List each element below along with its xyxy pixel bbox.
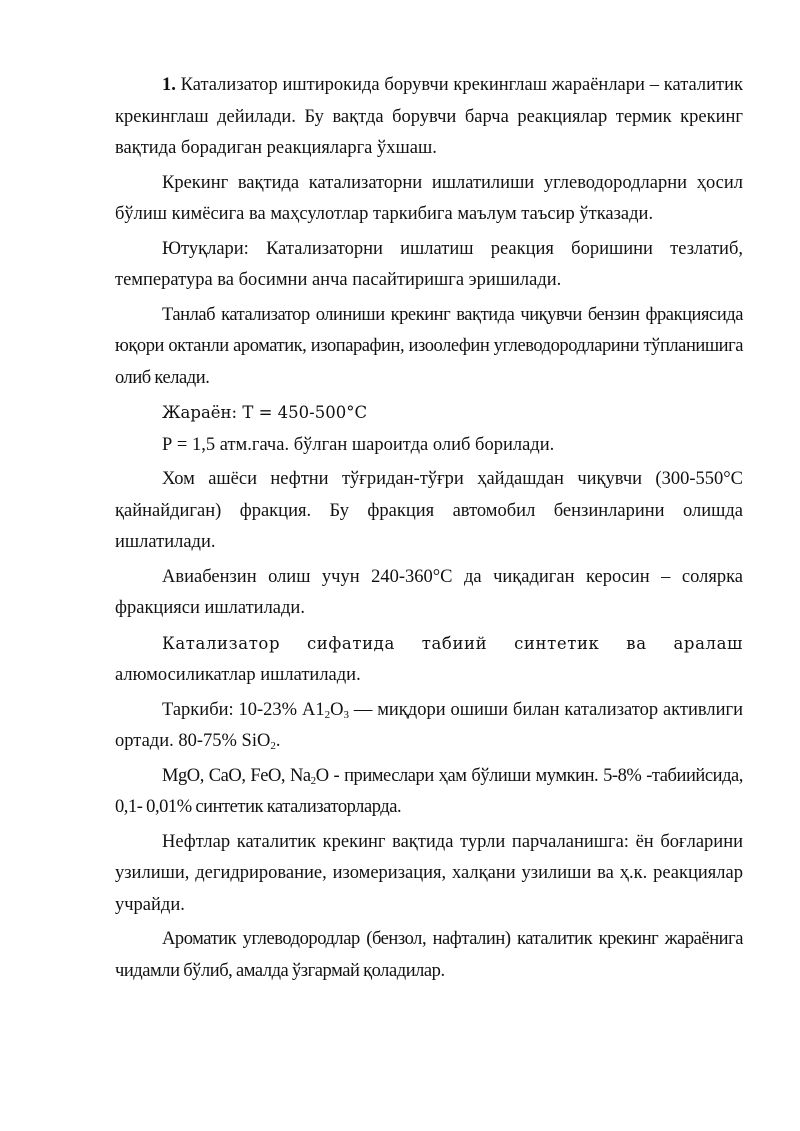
subscript: 2 [324,708,331,721]
paragraph-11 [115,761,743,824]
paragraph-2: Крекинг вақтида катализаторни ишлатилиши углеводородларни ҳосил бўлиш кимёсига ва маҳсулотлар таркибига маълум таъсир ўтказади. [115,172,743,224]
paragraph-4: Танлаб катализатор олиниши крекинг вақтида чиқувчи бензин фракциясида юқори октанли ароматик, изопарафин, изоолефин углеводородларини тўпланишига олиб келади. [115,304,743,388]
document-body [115,70,743,990]
impurities-text-a: MgO, CaO, FeO, Na [162,765,311,786]
composition-text-b: O [330,699,344,720]
paragraph-12: Нефтлар каталитик крекинг вақтида турли парчаланишга: ён боғларини узилиши, дегидрирование, изомеризация, халқани узилиши ва ҳ.к. реакциялар учрайди. [115,831,743,915]
subscript: 3 [343,708,349,721]
process-conditions-temperature: Жараён: Т = 450-500°С [162,403,368,422]
paragraph-7: Хом ашёси нефтни тўғридан-тўғри ҳайдашдан чиқувчи (300-550°С қайнайдиган) фракция. Бу фракция автомобил бензинларини олишда ишлатилади. [115,469,743,552]
paragraph-9-part-a: Катализатор сифатида табиий синтетик ва аралаш [162,633,743,653]
paragraph-6: Р = 1,5 атм.гача. бўлган шароитда олиб борилади. [162,434,555,455]
composition-text-c: — миқдори ошиши билан катализатор активлиги ортади. 80-75% SiO [115,699,743,751]
paragraph-9-part-b: алюмосиликатлар ишлатилади. [115,665,361,685]
paragraph-13: Ароматик углеводородлар (бензол, нафталин) каталитик крекинг жараёнига чидамли бўлиб, амалда ўзгармай қоладилар. [115,929,743,981]
subscript: 2 [270,740,276,752]
paragraph-1 [115,70,743,165]
paragraph-9 [115,628,743,692]
paragraph-3: Ютуқлари: Катализаторни ишлатиш реакция боришини тезлатиб, температура ва босимни анча пасайтиришга эришилади. [115,238,743,290]
paragraph-text: Катализатор иштирокида борувчи крекинглаш жараёнлари – каталитик крекинглаш дейилади. Бу вақтда борувчи барча реакциялар термик крекинг вақтида борадиган реакцияларга ўхшаш. [115,75,743,158]
paragraph-5 [115,397,743,430]
paragraph-8: Авиабензин олиш учун 240-360°С да чиқадиган керосин – солярка фракцияси ишлатилади. [115,566,743,618]
paragraph-10 [115,695,743,758]
subscript: 2 [310,774,316,787]
composition-text-d: . [275,731,281,751]
impurities-text-b: O - примеслари ҳам бўлиши мумкин. 5-8% -табиийсида, 0,1- 0,01% синтетик катализаторларда. [115,765,743,817]
composition-text-a: Таркиби: 10-23% А1 [162,699,325,720]
paragraph-number: 1. [162,75,176,95]
